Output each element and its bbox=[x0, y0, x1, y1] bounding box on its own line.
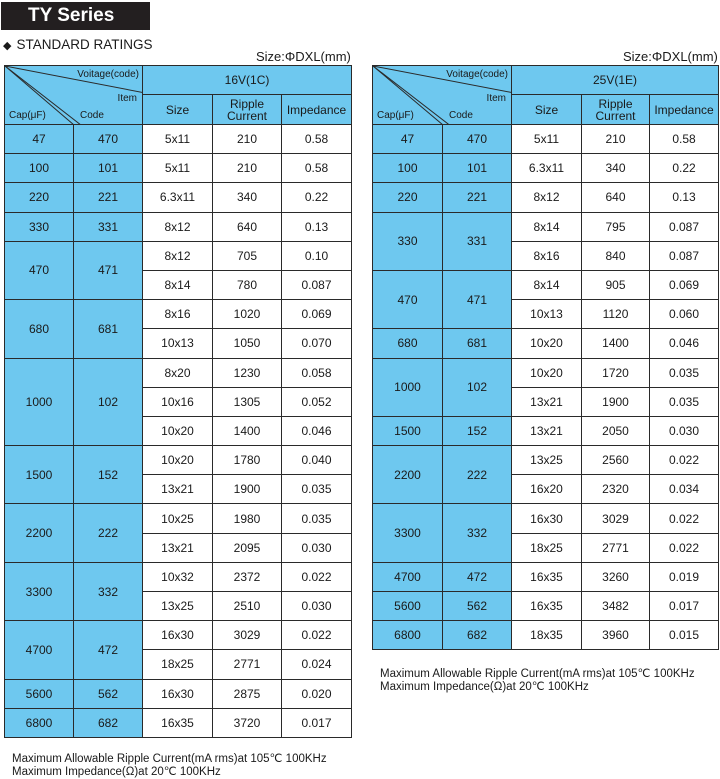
ripple-cell: 1980 bbox=[213, 504, 282, 533]
impedance-cell: 0.030 bbox=[282, 592, 352, 621]
table-row bbox=[5, 212, 352, 241]
size-cell: 13x21 bbox=[512, 387, 582, 416]
impedance-cell: 0.030 bbox=[282, 533, 352, 562]
impedance-cell: 0.58 bbox=[282, 125, 352, 154]
table-row bbox=[5, 504, 352, 533]
impedance-cell: 0.017 bbox=[650, 592, 719, 621]
impedance-cell: 0.058 bbox=[282, 358, 352, 387]
ripple-cell: 3960 bbox=[582, 621, 650, 650]
ripple-cell: 2875 bbox=[213, 679, 282, 708]
code-cell: 470 bbox=[443, 125, 512, 154]
table-row bbox=[5, 300, 352, 329]
impedance-cell: 0.069 bbox=[650, 270, 719, 299]
code-cell: 152 bbox=[443, 416, 512, 445]
ripple-cell: 640 bbox=[213, 212, 282, 241]
impedance-cell: 0.069 bbox=[282, 300, 352, 329]
table-row bbox=[5, 183, 352, 212]
ripple-cell: 2560 bbox=[582, 446, 650, 475]
size-cell: 13x25 bbox=[143, 592, 213, 621]
cap-cell: 470 bbox=[5, 241, 74, 299]
cap-cell: 100 bbox=[5, 154, 74, 183]
code-cell: 471 bbox=[443, 270, 512, 328]
table-row bbox=[5, 446, 352, 475]
size-cell: 13x25 bbox=[512, 446, 582, 475]
table-row bbox=[5, 358, 352, 387]
ripple-cell: 210 bbox=[213, 154, 282, 183]
size-cell: 13x21 bbox=[143, 533, 213, 562]
ripple-cell: 1230 bbox=[213, 358, 282, 387]
ripple-cell: 3260 bbox=[582, 562, 650, 591]
size-cell: 16x35 bbox=[512, 592, 582, 621]
ratings-table-25v bbox=[372, 65, 719, 650]
ripple-cell: 840 bbox=[582, 241, 650, 270]
note-impedance: Maximum Impedance(Ω)at 20℃ 100KHz bbox=[380, 681, 589, 693]
ripple-cell: 2050 bbox=[582, 416, 650, 445]
ripple-cell: 1305 bbox=[213, 387, 282, 416]
impedance-cell: 0.58 bbox=[282, 154, 352, 183]
table-row bbox=[373, 270, 719, 299]
code-cell: 681 bbox=[74, 300, 143, 358]
table-row bbox=[373, 592, 719, 621]
column-header-impedance: Impedance bbox=[282, 95, 352, 125]
cap-cell: 6800 bbox=[373, 621, 443, 650]
code-cell: 221 bbox=[74, 183, 143, 212]
table-row bbox=[373, 125, 719, 154]
cap-cell: 1000 bbox=[373, 358, 443, 416]
impedance-cell: 0.13 bbox=[282, 212, 352, 241]
size-cell: 10x25 bbox=[143, 504, 213, 533]
column-header-impedance: Impedance bbox=[650, 95, 719, 125]
ripple-cell: 1780 bbox=[213, 446, 282, 475]
diamond-bullet-icon: ◆ bbox=[3, 40, 12, 52]
notes-25v bbox=[380, 668, 695, 694]
impedance-cell: 0.052 bbox=[282, 387, 352, 416]
column-header-ripple: Ripple Current bbox=[582, 95, 650, 125]
ripple-cell: 2510 bbox=[213, 592, 282, 621]
impedance-cell: 0.046 bbox=[282, 416, 352, 445]
size-cell: 16x35 bbox=[512, 562, 582, 591]
note-impedance: Maximum Impedance(Ω)at 20℃ 100KHz bbox=[12, 766, 221, 778]
code-cell: 101 bbox=[74, 154, 143, 183]
code-cell: 221 bbox=[443, 183, 512, 212]
size-cell: 13x21 bbox=[512, 416, 582, 445]
impedance-cell: 0.035 bbox=[282, 504, 352, 533]
impedance-cell: 0.070 bbox=[282, 329, 352, 358]
cap-cell: 330 bbox=[5, 212, 74, 241]
cap-cell: 6800 bbox=[5, 708, 74, 737]
size-cell: 5x11 bbox=[143, 125, 213, 154]
corner-voltage-label: Voitage(code) bbox=[446, 69, 508, 80]
code-cell: 472 bbox=[443, 562, 512, 591]
ripple-cell: 3029 bbox=[213, 621, 282, 650]
impedance-cell: 0.060 bbox=[650, 300, 719, 329]
ripple-cell: 1900 bbox=[213, 475, 282, 504]
size-cell: 6.3x11 bbox=[143, 183, 213, 212]
code-cell: 682 bbox=[443, 621, 512, 650]
cap-cell: 100 bbox=[373, 154, 443, 183]
ripple-cell: 2771 bbox=[213, 650, 282, 679]
size-cell: 18x25 bbox=[143, 650, 213, 679]
impedance-cell: 0.087 bbox=[282, 270, 352, 299]
impedance-cell: 0.024 bbox=[282, 650, 352, 679]
code-cell: 152 bbox=[74, 446, 143, 504]
size-cell: 10x20 bbox=[512, 329, 582, 358]
impedance-cell: 0.022 bbox=[282, 562, 352, 591]
ripple-cell: 1720 bbox=[582, 358, 650, 387]
impedance-cell: 0.022 bbox=[650, 446, 719, 475]
size-cell: 16x20 bbox=[512, 475, 582, 504]
ripple-cell: 340 bbox=[582, 154, 650, 183]
cap-cell: 47 bbox=[373, 125, 443, 154]
corner-item-label: Item bbox=[117, 93, 137, 104]
size-cell: 18x35 bbox=[512, 621, 582, 650]
cap-cell: 5600 bbox=[5, 679, 74, 708]
cap-cell: 3300 bbox=[373, 504, 443, 562]
table-row bbox=[5, 621, 352, 650]
cap-cell: 2200 bbox=[5, 504, 74, 562]
table-row bbox=[373, 212, 719, 241]
cap-cell: 47 bbox=[5, 125, 74, 154]
voltage-header: 25V(1E) bbox=[512, 66, 719, 95]
table-row bbox=[373, 358, 719, 387]
impedance-cell: 0.022 bbox=[650, 504, 719, 533]
impedance-cell: 0.020 bbox=[282, 679, 352, 708]
cap-cell: 330 bbox=[373, 212, 443, 270]
impedance-cell: 0.035 bbox=[650, 358, 719, 387]
cap-cell: 220 bbox=[373, 183, 443, 212]
code-cell: 331 bbox=[74, 212, 143, 241]
code-cell: 562 bbox=[443, 592, 512, 621]
size-cell: 8x12 bbox=[143, 212, 213, 241]
impedance-cell: 0.022 bbox=[650, 533, 719, 562]
table-row bbox=[5, 679, 352, 708]
code-cell: 222 bbox=[443, 446, 512, 504]
ratings-table-16v bbox=[4, 65, 352, 738]
size-cell: 8x14 bbox=[512, 270, 582, 299]
header-corner-cell bbox=[373, 66, 512, 125]
cap-cell: 3300 bbox=[5, 562, 74, 620]
cap-cell: 5600 bbox=[373, 592, 443, 621]
table-row bbox=[373, 446, 719, 475]
ripple-cell: 2771 bbox=[582, 533, 650, 562]
cap-cell: 4700 bbox=[373, 562, 443, 591]
size-cell: 5x11 bbox=[512, 125, 582, 154]
ripple-cell: 1120 bbox=[582, 300, 650, 329]
ripple-cell: 1020 bbox=[213, 300, 282, 329]
impedance-cell: 0.035 bbox=[650, 387, 719, 416]
corner-cap-label: Cap(μF) bbox=[377, 110, 414, 121]
ripple-cell: 2095 bbox=[213, 533, 282, 562]
impedance-cell: 0.015 bbox=[650, 621, 719, 650]
ripple-cell: 1900 bbox=[582, 387, 650, 416]
size-cell: 16x30 bbox=[143, 679, 213, 708]
size-cell: 5x11 bbox=[143, 154, 213, 183]
impedance-cell: 0.017 bbox=[282, 708, 352, 737]
impedance-cell: 0.046 bbox=[650, 329, 719, 358]
table-row bbox=[5, 708, 352, 737]
table-row bbox=[373, 329, 719, 358]
ripple-cell: 3029 bbox=[582, 504, 650, 533]
impedance-cell: 0.035 bbox=[282, 475, 352, 504]
code-cell: 222 bbox=[74, 504, 143, 562]
note-ripple: Maximum Allowable Ripple Current(mA rms)at 105℃ 100KHz bbox=[380, 668, 695, 680]
section-heading bbox=[3, 37, 152, 52]
code-cell: 101 bbox=[443, 154, 512, 183]
impedance-cell: 0.10 bbox=[282, 241, 352, 270]
ripple-cell: 210 bbox=[582, 125, 650, 154]
cap-cell: 2200 bbox=[373, 446, 443, 504]
cap-cell: 4700 bbox=[5, 621, 74, 679]
code-cell: 332 bbox=[74, 562, 143, 620]
size-cell: 8x16 bbox=[143, 300, 213, 329]
cap-cell: 680 bbox=[5, 300, 74, 358]
ripple-cell: 640 bbox=[582, 183, 650, 212]
size-cell: 8x14 bbox=[143, 270, 213, 299]
section-title: STANDARD RATINGS bbox=[16, 37, 153, 52]
size-cell: 13x21 bbox=[143, 475, 213, 504]
impedance-cell: 0.13 bbox=[650, 183, 719, 212]
corner-voltage-label: Voitage(code) bbox=[77, 69, 139, 80]
size-cell: 18x25 bbox=[512, 533, 582, 562]
size-cell: 10x20 bbox=[143, 446, 213, 475]
table-row bbox=[373, 562, 719, 591]
impedance-cell: 0.022 bbox=[282, 621, 352, 650]
table-row bbox=[373, 416, 719, 445]
corner-cap-label: Cap(μF) bbox=[9, 110, 46, 121]
code-cell: 102 bbox=[443, 358, 512, 416]
size-cell: 8x16 bbox=[512, 241, 582, 270]
cap-cell: 1000 bbox=[5, 358, 74, 446]
header-corner-cell bbox=[5, 66, 143, 125]
ripple-cell: 905 bbox=[582, 270, 650, 299]
corner-item-label: Item bbox=[486, 93, 506, 104]
code-cell: 682 bbox=[74, 708, 143, 737]
table-row bbox=[373, 621, 719, 650]
size-note-16v: Size:ΦDXL(mm) bbox=[256, 49, 351, 64]
voltage-header: 16V(1C) bbox=[143, 66, 352, 95]
impedance-cell: 0.22 bbox=[650, 154, 719, 183]
impedance-cell: 0.040 bbox=[282, 446, 352, 475]
ripple-cell: 1050 bbox=[213, 329, 282, 358]
notes-16v bbox=[12, 753, 327, 779]
cap-cell: 680 bbox=[373, 329, 443, 358]
size-cell: 10x16 bbox=[143, 387, 213, 416]
corner-code-label: Code bbox=[449, 110, 473, 121]
ripple-cell: 3482 bbox=[582, 592, 650, 621]
impedance-cell: 0.019 bbox=[650, 562, 719, 591]
code-cell: 470 bbox=[74, 125, 143, 154]
size-cell: 10x20 bbox=[512, 358, 582, 387]
code-cell: 331 bbox=[443, 212, 512, 270]
size-note-25v: Size:ΦDXL(mm) bbox=[623, 49, 718, 64]
code-cell: 681 bbox=[443, 329, 512, 358]
table-row bbox=[5, 562, 352, 591]
size-cell: 10x13 bbox=[512, 300, 582, 329]
impedance-cell: 0.087 bbox=[650, 212, 719, 241]
cap-cell: 470 bbox=[373, 270, 443, 328]
size-cell: 16x30 bbox=[512, 504, 582, 533]
size-cell: 10x13 bbox=[143, 329, 213, 358]
corner-code-label: Code bbox=[80, 110, 104, 121]
table-row bbox=[373, 183, 719, 212]
ripple-cell: 705 bbox=[213, 241, 282, 270]
size-cell: 8x12 bbox=[512, 183, 582, 212]
size-cell: 8x20 bbox=[143, 358, 213, 387]
impedance-cell: 0.087 bbox=[650, 241, 719, 270]
series-title: TY Series bbox=[1, 2, 150, 30]
impedance-cell: 0.22 bbox=[282, 183, 352, 212]
column-header-size: Size bbox=[143, 95, 213, 125]
size-cell: 10x32 bbox=[143, 562, 213, 591]
impedance-cell: 0.030 bbox=[650, 416, 719, 445]
ripple-cell: 2372 bbox=[213, 562, 282, 591]
ripple-cell: 210 bbox=[213, 125, 282, 154]
table-row bbox=[373, 504, 719, 533]
ripple-cell: 2320 bbox=[582, 475, 650, 504]
table-row bbox=[5, 154, 352, 183]
table-row bbox=[5, 125, 352, 154]
size-cell: 16x30 bbox=[143, 621, 213, 650]
size-cell: 8x12 bbox=[143, 241, 213, 270]
code-cell: 471 bbox=[74, 241, 143, 299]
ripple-cell: 3720 bbox=[213, 708, 282, 737]
size-cell: 6.3x11 bbox=[512, 154, 582, 183]
ripple-cell: 1400 bbox=[213, 416, 282, 445]
ripple-cell: 340 bbox=[213, 183, 282, 212]
size-cell: 8x14 bbox=[512, 212, 582, 241]
impedance-cell: 0.58 bbox=[650, 125, 719, 154]
cap-cell: 1500 bbox=[373, 416, 443, 445]
impedance-cell: 0.034 bbox=[650, 475, 719, 504]
size-cell: 16x35 bbox=[143, 708, 213, 737]
ripple-cell: 780 bbox=[213, 270, 282, 299]
code-cell: 102 bbox=[74, 358, 143, 446]
table-row bbox=[5, 241, 352, 270]
ripple-cell: 1400 bbox=[582, 329, 650, 358]
table-row bbox=[373, 154, 719, 183]
code-cell: 472 bbox=[74, 621, 143, 679]
code-cell: 562 bbox=[74, 679, 143, 708]
cap-cell: 220 bbox=[5, 183, 74, 212]
cap-cell: 1500 bbox=[5, 446, 74, 504]
code-cell: 332 bbox=[443, 504, 512, 562]
column-header-size: Size bbox=[512, 95, 582, 125]
size-cell: 10x20 bbox=[143, 416, 213, 445]
ripple-cell: 795 bbox=[582, 212, 650, 241]
note-ripple: Maximum Allowable Ripple Current(mA rms)at 105℃ 100KHz bbox=[12, 753, 327, 765]
column-header-ripple: Ripple Current bbox=[213, 95, 282, 125]
